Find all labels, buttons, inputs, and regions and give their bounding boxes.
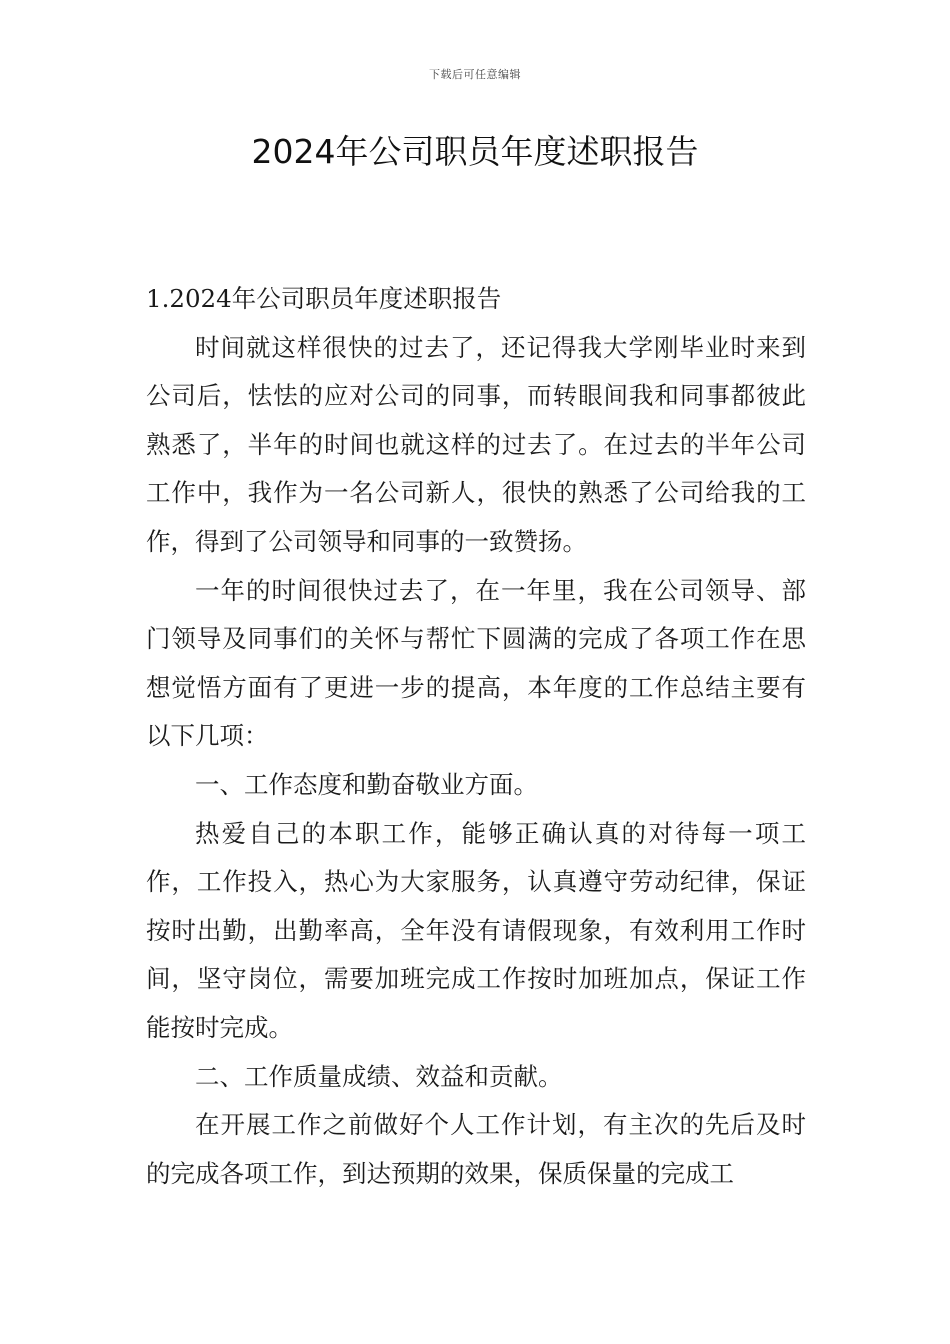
paragraph: 时间就这样很快的过去了，还记得我大学刚毕业时来到公司后，怯怯的应对公司的同事，而转眼间我和同事都彼此熟悉了，半年的时间也就这样的过去了。在过去的半年公司工作中，我作为一名公司新人，很快的熟悉了公司给我的工作，得到了公司领导和同事的一致赞扬。	[146, 332, 806, 556]
paragraph: 二、工作质量成绩、效益和贡献。	[195, 1061, 563, 1091]
header-note: 下载后可任意编辑	[429, 68, 521, 81]
paragraph: 在开展工作之前做好个人工作计划，有主次的先后及时的完成各项工作，到达预期的效果，保质保量的完成工	[146, 1110, 806, 1188]
paragraph: 一、工作态度和勤奋敬业方面。	[195, 769, 538, 799]
document-body	[146, 275, 806, 1198]
paragraph: 热爱自己的本职工作，能够正确认真的对待每一项工作，工作投入，热心为大家服务，认真遵守劳动纪律，保证按时出勤，出勤率高，全年没有请假现象，有效利用工作时间，坚守岗位，需要加班完成工作按时加班加点，保证工作能按时完成。	[146, 818, 806, 1042]
paragraph: 一年的时间很快过去了，在一年里，我在公司领导、部门领导及同事们的关怀与帮忙下圆满的完成了各项工作在思想觉悟方面有了更进一步的提高，本年度的工作总结主要有以下几项：	[146, 575, 806, 751]
section-heading: 1.2024年公司职员年度述职报告	[146, 284, 502, 313]
document-title: 2024年公司职员年度述职报告	[251, 132, 699, 171]
